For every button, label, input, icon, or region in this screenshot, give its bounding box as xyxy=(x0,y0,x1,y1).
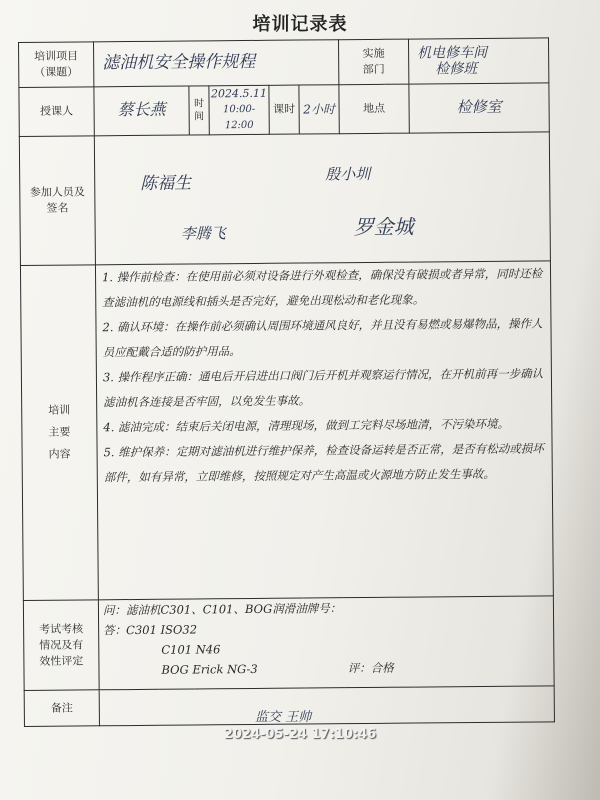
dept-label-cell xyxy=(338,39,408,85)
training-content-cell xyxy=(95,261,553,600)
time-value: 10:00-12:00 xyxy=(222,103,256,132)
participants-signatures-cell xyxy=(94,132,550,265)
exam-answer-text: BOG Erick NG-3 xyxy=(161,661,258,677)
hours-label: 课时 xyxy=(269,85,299,134)
place-label: 地点 xyxy=(339,84,409,134)
content-label-cell xyxy=(20,265,98,601)
dept-label-sub: 部门 xyxy=(362,62,385,76)
project-value: 滤油机安全操作规程 xyxy=(102,51,256,74)
content-item: 4. 滤油完成：结束后关闭电源，清理现场，做到工完料尽场地清，不污染环境。 xyxy=(103,416,510,435)
participant-signature: 罗金城 xyxy=(353,214,414,240)
training-record-table xyxy=(18,37,555,727)
exam-answer xyxy=(103,656,549,680)
place-value: 检修室 xyxy=(456,97,502,117)
dept-label: 实施 xyxy=(362,46,385,60)
exam-label-cell xyxy=(23,600,99,691)
date-value: 2024.5.11 xyxy=(210,86,267,101)
dept-value-2: 检修班 xyxy=(435,60,478,78)
place-value-cell xyxy=(409,83,549,133)
exam-answer: 答：C301 ISO32 xyxy=(103,622,198,638)
row-participants xyxy=(19,132,550,266)
project-label: 培训项目 xyxy=(34,49,79,63)
remark-value-cell xyxy=(99,686,554,726)
hours-value: 2小时 xyxy=(303,101,335,117)
exam-grade: 评：合格 xyxy=(347,660,394,676)
content-label-3: 内容 xyxy=(48,447,71,461)
project-label-sub: （课题） xyxy=(34,65,79,79)
teacher-value-cell xyxy=(94,86,189,136)
participants-label-cell xyxy=(19,136,95,266)
project-value-cell xyxy=(94,40,339,87)
exam-label-3: 效性评定 xyxy=(39,653,84,668)
participants-label: 参加人员及 xyxy=(29,185,85,199)
row-teacher xyxy=(19,83,549,137)
teacher-label: 授课人 xyxy=(19,87,94,137)
time-value-cell xyxy=(209,85,269,135)
content-item: 5. 维护保养：定期对滤油机进行维护保养，检查设备运转是否正常，是否有松动或损坏部件，如有异常，立即维修，按照规定对产生高温或火源地方防止发生事故。 xyxy=(103,441,544,485)
content-item: 3. 操作程序正确：通电后开启进出口阀门后开机并观察运行情况，在开机前再一步确认滤油机各连接是否牢固，以免发生事故。 xyxy=(102,366,544,410)
teacher-value: 蔡长燕 xyxy=(117,99,166,120)
exam-content-cell xyxy=(98,596,554,690)
content-label-2: 主要 xyxy=(48,425,71,439)
participants-label-sub: 签名 xyxy=(46,201,69,215)
project-label-cell xyxy=(19,42,94,88)
participant-signature: 李腾飞 xyxy=(180,224,226,243)
photo-timestamp: 2024-05-24 17:10:46 xyxy=(223,727,377,742)
hours-value-cell xyxy=(299,85,339,134)
time-label: 时间 xyxy=(189,86,209,135)
exam-label-1: 考试考核 xyxy=(39,621,84,636)
dept-value-1: 机电修车间 xyxy=(417,44,488,62)
dept-value-cell xyxy=(408,38,548,84)
remark-label: 备注 xyxy=(24,690,99,727)
participant-signature: 陈福生 xyxy=(140,173,192,194)
participant-signature: 殷小圳 xyxy=(325,164,371,184)
form-title: 培训记录表 xyxy=(252,14,348,35)
row-exam xyxy=(23,596,554,691)
exam-label-2: 情况及有 xyxy=(39,637,84,652)
participants-signatures xyxy=(95,132,550,264)
content-item: 2. 确认环境：在操作前必须确认周围环境通风良好，并且没有易燃或易爆物品，操作人员应配戴合适的防护用品。 xyxy=(102,316,543,360)
inspector-signature: 监交 王帅 xyxy=(255,710,312,725)
content-item: 1. 操作前检查：在使用前必须对设备进行外观检查，确保没有破损或者异常，同时还检查滤油机的电源线和插头是否完好，避免出现松动和老化现象。 xyxy=(101,266,543,310)
exam-question: 问：滤油机C301、C101、BOG润滑油牌号： xyxy=(102,601,342,618)
row-content xyxy=(20,261,553,601)
exam-answer: C101 N46 xyxy=(161,642,221,657)
row-project xyxy=(19,38,549,88)
content-label-1: 培训 xyxy=(48,403,71,417)
